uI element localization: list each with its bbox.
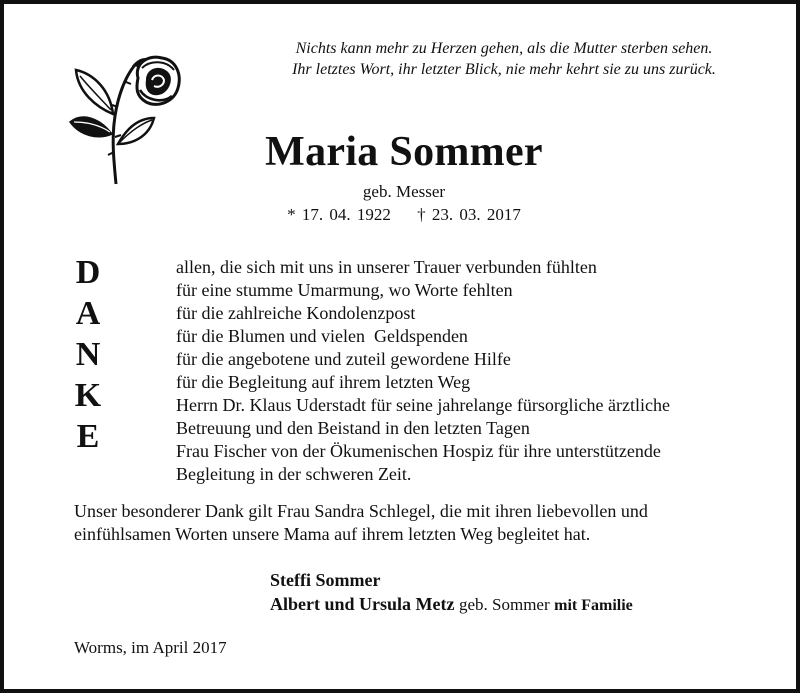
- thanks-line: Betreuung und den Beistand in den letzten Tagen: [176, 418, 530, 438]
- deceased-name: Maria Sommer: [265, 129, 543, 175]
- thanks-list: [176, 256, 766, 486]
- motto-line: Ihr letztes Wort, ihr letzter Blick, nie mehr kehrt sie zu uns zurück.: [292, 61, 716, 78]
- signer-name: Steffi Sommer: [270, 570, 381, 590]
- signer-birth-name: geb. Sommer: [458, 595, 550, 614]
- place-date: Worms, im April 2017: [74, 638, 227, 657]
- danke-letter: A: [75, 295, 101, 332]
- thanks-line: für die angebotene und zuteil gewordene Hilfe: [176, 349, 511, 369]
- motto: [234, 38, 774, 80]
- birth-date: * 17. 04. 1922: [287, 205, 391, 224]
- signer-name: Albert und Ursula Metz: [270, 594, 455, 614]
- birth-name: geb. Messer: [362, 182, 446, 201]
- closing-line: einfühlsamen Worten unsere Mama auf ihrem letzten Weg begleitet hat.: [74, 524, 591, 544]
- thanks-line: für die zahlreiche Kondolenzpost: [176, 303, 416, 323]
- life-dates: [204, 205, 604, 225]
- thanks-line: Frau Fischer von der Ökumenischen Hospiz für ihre unterstützende: [176, 441, 661, 461]
- signers: [270, 568, 770, 618]
- thanks-line: allen, die sich mit uns in unserer Trauer verbunden fühlten: [176, 257, 597, 277]
- motto-line: Nichts kann mehr zu Herzen gehen, als die Mutter sterben sehen.: [295, 40, 713, 57]
- signer-suffix: mit Familie: [554, 597, 633, 614]
- thanks-line: Begleitung in der schweren Zeit.: [176, 464, 412, 484]
- thanks-line: für die Begleitung auf ihrem letzten Weg: [176, 372, 471, 392]
- closing-text: [74, 500, 754, 546]
- thanks-line: für die Blumen und vielen Geldspenden: [176, 326, 468, 346]
- death-date: † 23. 03. 2017: [417, 205, 521, 224]
- danke-letter: D: [75, 254, 101, 291]
- danke-letter: K: [74, 377, 102, 414]
- thanks-line: für eine stumme Umarmung, wo Worte fehlten: [176, 280, 513, 300]
- danke-letter: E: [76, 418, 100, 455]
- danke-letter: N: [75, 336, 101, 373]
- closing-line: Unser besonderer Dank gilt Frau Sandra Schlegel, die mit ihren liebevollen und: [74, 501, 648, 521]
- thanks-line: Herrn Dr. Klaus Uderstadt für seine jahrelange fürsorgliche ärztliche: [176, 395, 670, 415]
- rose-icon: [66, 52, 186, 192]
- danke-vertical: [66, 252, 110, 457]
